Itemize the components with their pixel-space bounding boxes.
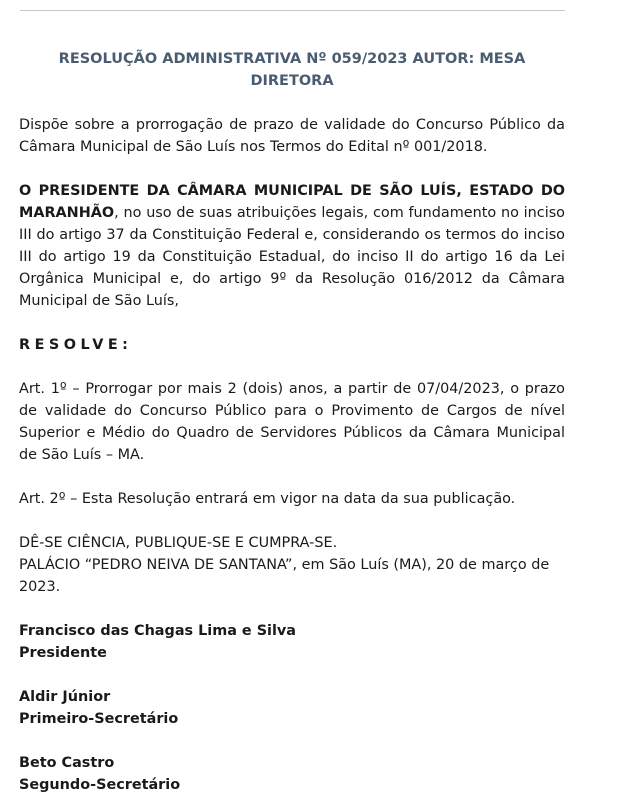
signature-role: Primeiro-Secretário xyxy=(19,711,179,727)
signature-block xyxy=(19,620,565,664)
signature-name: Beto Castro xyxy=(19,755,115,771)
top-divider xyxy=(20,10,565,11)
preamble-authority: O PRESIDENTE DA CÂMARA MUNICIPAL DE SÃO LUÍS, ESTADO DO MARANHÃO xyxy=(19,183,565,221)
signature-role: Presidente xyxy=(19,645,107,661)
signature-block xyxy=(19,752,565,796)
preamble-text: , no uso de suas atribuições legais, com fundamento no inciso III do artigo 37 da Constituição Federal e, considerando os termos do inciso III do artigo 19 da Constituição Estadual, do inciso II do artigo 16 da Lei Orgânica Municipal e, do artigo 9º da Resolução 016/2012 da Câmara Municipal de São Luís, xyxy=(19,205,565,309)
resolve-heading: RESOLVE: xyxy=(19,337,133,353)
article-1: Art. 1º – Prorrogar por mais 2 (dois) anos, a partir de 07/04/2023, o prazo de validade do Concurso Público para o Provimento de Cargos de nível Superior e Médio do Quadro de Servidores Públicos da Câmara Municipal de São Luís – MA. xyxy=(19,381,565,463)
closing-line-1: DÊ-SE CIÊNCIA, PUBLIQUE-SE E CUMPRA-SE. xyxy=(19,535,338,551)
signature-role: Segundo-Secretário xyxy=(19,777,181,793)
preamble-paragraph xyxy=(19,180,565,312)
article-2: Art. 2º – Esta Resolução entrará em vigor na data da sua publicação. xyxy=(19,491,516,507)
closing-block xyxy=(19,532,565,598)
closing-line-2: PALÁCIO “PEDRO NEIVA DE SANTANA”, em São Luís (MA), 20 de março de 2023. xyxy=(19,557,550,595)
signature-block xyxy=(19,686,565,730)
signature-name: Francisco das Chagas Lima e Silva xyxy=(19,623,297,639)
document-title: RESOLUÇÃO ADMINISTRATIVA Nº 059/2023 AUTOR: MESA DIRETORA xyxy=(58,51,526,89)
resolution-document xyxy=(19,48,565,796)
summary-paragraph: Dispõe sobre a prorrogação de prazo de validade do Concurso Público da Câmara Municipal de São Luís nos Termos do Edital nº 001/2018. xyxy=(19,117,565,155)
signature-name: Aldir Júnior xyxy=(19,689,111,705)
